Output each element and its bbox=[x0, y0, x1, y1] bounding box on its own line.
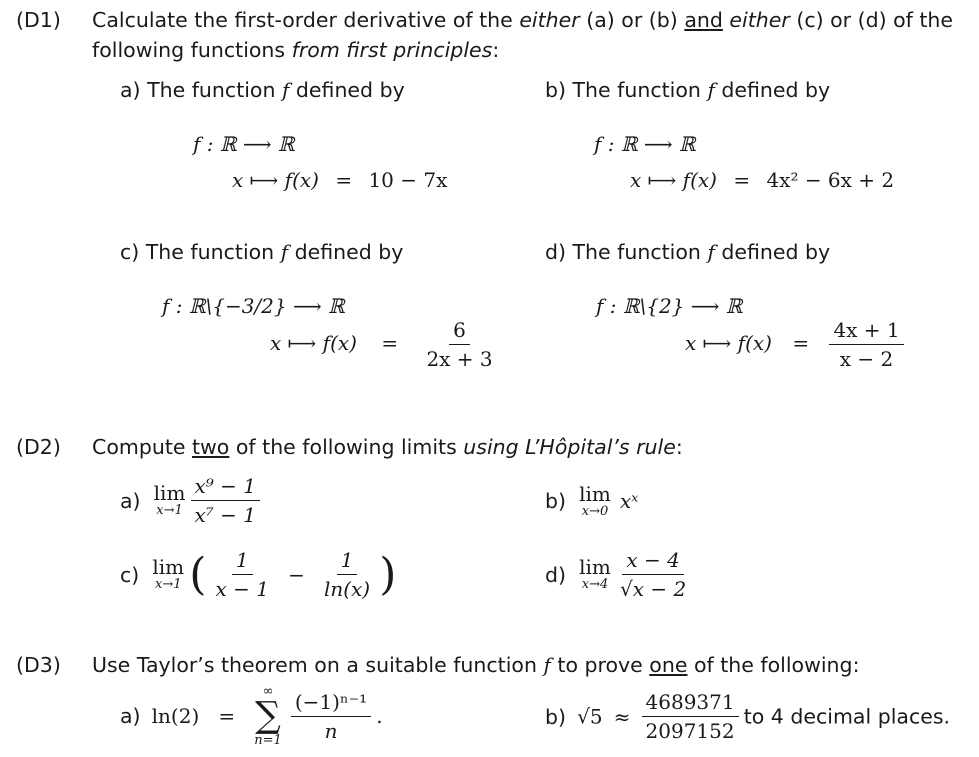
summation bbox=[254, 685, 282, 747]
d2-instruction bbox=[92, 435, 683, 459]
function-symbol: f bbox=[707, 78, 715, 102]
numerator: 6 bbox=[449, 318, 470, 345]
ln2: ln(2) bbox=[151, 704, 200, 728]
limit-expression: xˣ bbox=[619, 489, 639, 514]
d1-text: : bbox=[492, 38, 500, 62]
fraction bbox=[320, 548, 374, 601]
d1-a-map-rule bbox=[232, 168, 447, 192]
d1-item-d-label bbox=[545, 240, 830, 264]
d3-item-b bbox=[545, 690, 950, 743]
item-label-rest: defined by bbox=[714, 78, 831, 102]
denominator: 2097152 bbox=[645, 719, 735, 743]
d1-text: following functions bbox=[92, 38, 292, 62]
denominator: x − 2 bbox=[839, 347, 894, 371]
equals: = bbox=[335, 168, 353, 192]
function-symbol: f bbox=[281, 78, 290, 102]
item-label: a) bbox=[120, 704, 141, 728]
numerator: 1 bbox=[337, 548, 358, 575]
sqrt5: √5 bbox=[577, 704, 603, 729]
d1-d-map-domain: f : ℝ\{2} ⟶ ℝ bbox=[596, 294, 743, 318]
fraction bbox=[642, 690, 739, 743]
numerator: 4x + 1 bbox=[829, 318, 903, 345]
item-label: b) bbox=[545, 489, 567, 514]
d1-and-underlined: and bbox=[684, 8, 723, 32]
minus: − bbox=[288, 562, 305, 587]
map-rhs: 4x² − 6x + 2 bbox=[766, 168, 895, 192]
d1-d-map-rule bbox=[685, 318, 904, 371]
numerator: 1 bbox=[232, 548, 253, 575]
d1-b-map-domain: f : ℝ ⟶ ℝ bbox=[594, 132, 696, 156]
item-label-rest: defined by bbox=[288, 240, 404, 264]
d2-lhopital: using L’Hôpital’s rule bbox=[463, 435, 676, 459]
d1-first-principles: from first principles bbox=[291, 38, 493, 62]
item-label: d) bbox=[545, 562, 567, 587]
denominator: x⁷ − 1 bbox=[194, 503, 257, 527]
limit-operator bbox=[579, 557, 611, 592]
equals: = bbox=[792, 331, 810, 355]
sigma: ∑ bbox=[255, 695, 281, 736]
lim-text: lim bbox=[579, 482, 611, 506]
sum-upper: ∞ bbox=[262, 684, 274, 699]
item-label: a) The function bbox=[120, 78, 282, 102]
equals: = bbox=[381, 331, 399, 355]
equals: = bbox=[218, 704, 236, 728]
denominator: √x − 2 bbox=[619, 577, 687, 601]
d3-instruction bbox=[92, 653, 859, 677]
map-lhs: x ⟼ f(x) bbox=[685, 331, 772, 355]
equals: = bbox=[733, 168, 751, 192]
d1-c-map-domain: f : ℝ\{−3/2} ⟶ ℝ bbox=[162, 294, 345, 318]
left-paren: ( bbox=[189, 549, 207, 600]
lim-subscript: x→1 bbox=[155, 577, 182, 593]
d2-text: Compute bbox=[92, 435, 192, 459]
d1-text: (a) or (b) bbox=[579, 8, 685, 32]
d3-item-a bbox=[120, 685, 383, 747]
period: . bbox=[376, 704, 383, 728]
d2-two-underlined: two bbox=[192, 435, 230, 459]
item-label: b) The function bbox=[545, 78, 708, 102]
d2-item-c bbox=[120, 548, 396, 601]
fraction bbox=[212, 548, 273, 601]
denominator: n bbox=[324, 718, 338, 743]
d2-text: : bbox=[675, 435, 683, 459]
function-symbol: f bbox=[543, 653, 551, 677]
map-lhs: x ⟼ f(x) bbox=[270, 331, 357, 355]
item-label: d) The function bbox=[545, 240, 708, 264]
item-label: c) The function bbox=[120, 240, 281, 264]
lim-subscript: x→4 bbox=[581, 577, 609, 593]
d3-text: of the following: bbox=[687, 653, 860, 677]
d1-instruction-line2 bbox=[92, 38, 499, 62]
tail-text: to 4 decimal places. bbox=[743, 704, 951, 729]
lim-text: lim bbox=[152, 555, 185, 580]
fraction bbox=[422, 318, 496, 371]
fraction bbox=[616, 548, 690, 601]
limit-operator bbox=[154, 483, 186, 518]
right-paren: ) bbox=[379, 549, 397, 600]
lim-subscript: x→0 bbox=[581, 504, 609, 519]
denominator: 2x + 3 bbox=[426, 347, 493, 371]
lim-subscript: x→1 bbox=[156, 503, 183, 519]
limit-operator bbox=[579, 484, 611, 519]
d1-item-c-label bbox=[120, 240, 403, 264]
numerator: x − 4 bbox=[622, 548, 683, 575]
d1-instruction-line1 bbox=[92, 8, 953, 32]
d2-item-b bbox=[545, 484, 638, 519]
numerator: 4689371 bbox=[642, 690, 739, 717]
d1-b-map-rule bbox=[630, 168, 894, 192]
d2-text: of the following limits bbox=[229, 435, 464, 459]
item-label-rest: defined by bbox=[714, 240, 831, 264]
lim-text: lim bbox=[579, 555, 611, 580]
sum-lower: n=1 bbox=[254, 733, 282, 748]
numerator: x⁹ − 1 bbox=[191, 474, 261, 501]
fraction bbox=[191, 474, 261, 527]
d1-item-b-label bbox=[545, 78, 830, 102]
d3-one-underlined: one bbox=[649, 653, 688, 677]
d1-either-2: either bbox=[729, 8, 790, 32]
item-label: a) bbox=[120, 488, 141, 513]
numerator: (−1)ⁿ⁻¹ bbox=[291, 690, 371, 717]
d1-c-map-rule bbox=[270, 318, 497, 371]
item-label: c) bbox=[120, 562, 140, 587]
lim-text: lim bbox=[153, 481, 186, 506]
d1-item-a-label bbox=[120, 78, 405, 102]
d3-text: to prove bbox=[550, 653, 650, 677]
approx: ≈ bbox=[613, 704, 631, 729]
d2-item-d bbox=[545, 548, 690, 601]
d2-item-a bbox=[120, 474, 260, 527]
d1-a-map-domain: f : ℝ ⟶ ℝ bbox=[193, 132, 295, 156]
item-label-rest: defined by bbox=[289, 78, 405, 102]
d3-label: (D3) bbox=[16, 653, 61, 677]
map-rhs: 10 − 7x bbox=[368, 168, 448, 192]
d1-text: Calculate the first-order derivative of the bbox=[92, 8, 520, 32]
map-lhs: x ⟼ f(x) bbox=[232, 168, 319, 192]
function-symbol: f bbox=[707, 240, 715, 264]
item-label: b) bbox=[545, 704, 567, 729]
d1-either-1: either bbox=[519, 8, 580, 32]
denominator: ln(x) bbox=[323, 577, 371, 601]
d3-text: Use Taylor’s theorem on a suitable function bbox=[92, 653, 544, 677]
function-symbol: f bbox=[280, 240, 289, 264]
d2-label: (D2) bbox=[16, 435, 61, 459]
fraction bbox=[829, 318, 903, 371]
d1-label: (D1) bbox=[16, 8, 61, 32]
denominator: x − 1 bbox=[215, 577, 269, 601]
limit-operator bbox=[152, 557, 184, 592]
d1-text: (c) or (d) of the bbox=[789, 8, 954, 32]
map-lhs: x ⟼ f(x) bbox=[630, 168, 717, 192]
fraction bbox=[291, 690, 371, 743]
